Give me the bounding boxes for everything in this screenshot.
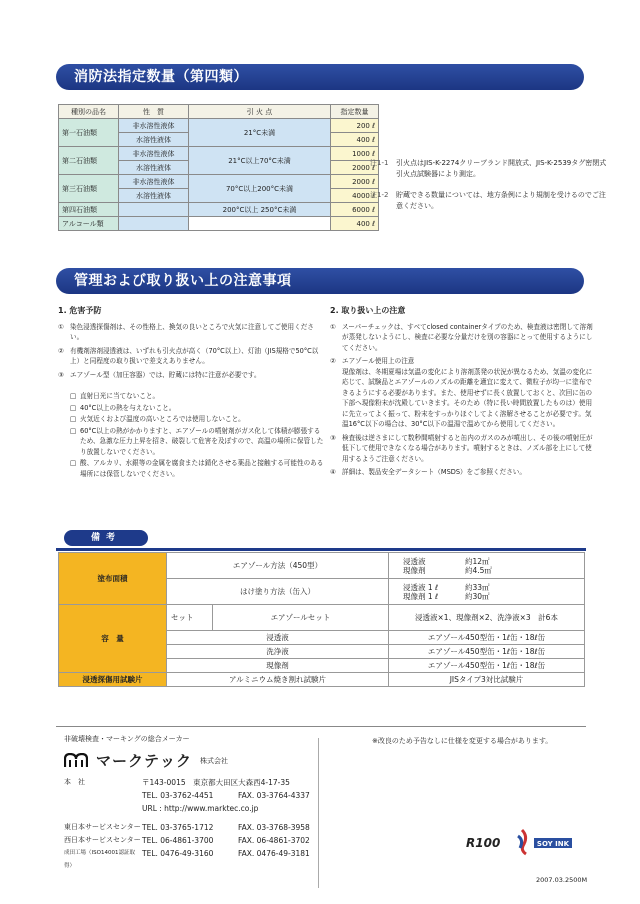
branch-fax: FAX. 03-3768-3958 (238, 823, 310, 832)
circle-2-icon: ② (58, 346, 64, 355)
test-piece-value: アルミニウム焼き割れ試験片 (167, 673, 389, 687)
company-logo (64, 750, 364, 771)
list-item-text: 火気近くおよび温度の高いところでは使用しないこと。 (80, 415, 245, 423)
note-mark: 注1-2 (370, 191, 389, 199)
table-cell-flash: 70°C以上200°C未満 (189, 175, 331, 203)
table-cell-type: 第一石油類 (59, 119, 119, 147)
circle-1-icon: ① (330, 322, 336, 331)
section-banner-handling: 管理および取り扱い上の注意事項 (56, 268, 584, 294)
table-cell-property: 非水溶性液体 (119, 175, 189, 189)
value-amount: 約33㎡ (465, 582, 490, 592)
paragraph (330, 322, 598, 354)
branch-tel: TEL. 03-3765-1712 (142, 823, 214, 832)
test-piece-value: JISタイプ3対比試験片 (389, 673, 585, 687)
paragraph (330, 467, 598, 478)
checkbox-square-icon: □ (70, 459, 77, 467)
header-quantity: 指定数量 (331, 105, 379, 119)
paragraph-text: エアゾール型（加圧容器）では、貯蔵には特に注意が必要です。 (70, 370, 261, 379)
hq-address: 〒143-0015 東京都大田区大森西4-17-35 (142, 778, 290, 787)
table-cell-flash: 200°C以上 250°C未満 (189, 203, 331, 217)
set-label: セット (167, 605, 213, 631)
list-item (58, 403, 326, 414)
table-cell-property-empty (119, 203, 189, 217)
table-cell-flash: 21°C以上70°C未満 (189, 147, 331, 175)
item-name: 浸透液 (167, 631, 389, 645)
handling-column (330, 306, 598, 481)
hazard-prevention-title: 1. 危害予防 (58, 306, 102, 315)
checkbox-square-icon: □ (70, 415, 77, 423)
soy-ink-text: SOY INK (536, 840, 570, 848)
paragraph (330, 356, 598, 430)
table-cell-qty: 2000 ℓ (331, 175, 379, 189)
note-item (370, 190, 610, 212)
table-cell-property-empty (119, 217, 189, 231)
circle-2-icon: ② (330, 357, 336, 365)
paragraph-text: 有機剤溶剤浸透液は、いずれも引火点が高く（70°C以上）、灯油（JIS規格で50°C以上）と同程度の取り扱いで差支えありません。 (70, 346, 319, 365)
value-label: 浸透液 1 ℓ (403, 582, 439, 592)
test-piece-label: 浸透探傷用試験片 (59, 673, 167, 687)
table-cell-flash: 21°C未満 (189, 119, 331, 147)
branch-tel: TEL. 0476-49-3160 (142, 849, 214, 858)
spec-change-disclaimer: ※改良のため予告なしに仕様を変更する場合があります。 (372, 737, 553, 745)
set-name: エアゾールセット (213, 605, 389, 631)
paragraph (330, 433, 598, 465)
hazard-prevention-column (58, 306, 326, 480)
company-caption: 非破壊検査・マーキングの総合メーカー (64, 735, 190, 743)
list-item-text: 60°C以上の熱がかかりますと、エアゾールの噴射剤がガス化して体積が膨張するため、急激な圧力上昇を招き、破裂して危害を及ぼすので、高温の場所に保管したり放置しないでください。 (80, 426, 324, 456)
circle-3-icon: ③ (330, 433, 336, 442)
item-value: エアゾール450型缶・1ℓ缶・18ℓ缶 (389, 631, 585, 645)
header-flash-point: 引 火 点 (189, 105, 331, 119)
soy-ink-logo-icon (514, 826, 574, 858)
vertical-divider (318, 738, 319, 888)
table-cell-qty: 1000 ℓ (331, 147, 379, 161)
paragraph (58, 346, 326, 367)
table-cell-qty: 6000 ℓ (331, 203, 379, 217)
circle-4-icon: ④ (330, 468, 336, 476)
company-logo-icon (64, 753, 88, 768)
value-label: 現像剤 1 ℓ (403, 591, 439, 601)
table-cell-property: 水溶性液体 (119, 133, 189, 147)
coverage-label: 塗布面積 (59, 553, 167, 605)
paragraph-text: 検査後は逆さまにして数秒間噴射すると缶内のガスのみが噴出し、その後の噴射圧が低下して使用できなくなる場合があります。噴射するときは、ノズル部を上にして使用するようご注意ください。 (342, 433, 593, 463)
item-name: 洗浄液 (167, 645, 389, 659)
item-name: 現像剤 (167, 659, 389, 673)
table-cell-qty: 400 ℓ (331, 217, 379, 231)
handling-title: 2. 取り扱い上の注意 (330, 306, 406, 315)
item-value: エアゾール450型缶・1ℓ缶・18ℓ缶 (389, 659, 585, 673)
header-type: 種別の品名 (59, 105, 119, 119)
fire-law-notes (370, 158, 610, 222)
table-cell-property: 非水溶性液体 (119, 119, 189, 133)
list-item (58, 426, 326, 458)
hq-fax: FAX. 03-3764-4337 (238, 791, 310, 800)
branch-name: 西日本サービスセンター (64, 836, 141, 844)
section-banner-fire-law: 消防法指定数量（第四類） (56, 64, 584, 90)
list-item (58, 458, 326, 479)
table-cell-type: 第二石油類 (59, 147, 119, 175)
divider (56, 548, 586, 551)
branch-fax: FAX. 0476-49-3181 (238, 849, 310, 858)
item-value: エアゾール450型缶・1ℓ缶・18ℓ缶 (389, 645, 585, 659)
list-item-text: 酸、アルカリ、水銀等の金属を腐食または錆化させる薬品と接触する可能性のある場所には保管しないでください。 (80, 459, 324, 478)
company-suffix: 株式会社 (200, 756, 229, 765)
specs-table (58, 552, 585, 687)
list-item-text: 直射日光に当てないこと。 (80, 392, 160, 400)
table-cell-property: 非水溶性液体 (119, 147, 189, 161)
r100-recycle-mark: R100 (466, 836, 501, 850)
brush-values (389, 579, 585, 605)
table-cell-qty: 400 ℓ (331, 133, 379, 147)
remarks-label: 備考 (64, 530, 148, 546)
circle-3-icon: ③ (58, 370, 64, 379)
aerosol-values (389, 553, 585, 579)
value-amount: 約30㎡ (465, 591, 490, 601)
note-mark: 注1-1 (370, 159, 389, 167)
checkbox-square-icon: □ (70, 392, 77, 400)
header-property: 性 質 (119, 105, 189, 119)
table-cell-type: アルコール類 (59, 217, 119, 231)
value-label: 浸透液 (403, 556, 426, 566)
print-date: 2007.03.2500M (536, 876, 588, 884)
fire-law-table (58, 104, 379, 231)
paragraph-text: スーパーチェックは、すべてclosed containerタイプのため、検査液は密閉して溶剤が蒸発しないようにし、検査に必要な分量だけを別の容器にとって使用するようにしてください。 (342, 322, 593, 352)
brush-method: はけ塗り方法（缶入） (167, 579, 389, 605)
table-cell-qty: 2000 ℓ (331, 161, 379, 175)
hq-label: 本 社 (64, 778, 85, 786)
table-cell-property: 水溶性液体 (119, 161, 189, 175)
paragraph-heading: エアゾール使用上の注意 (342, 357, 415, 365)
table-cell-type: 第三石油類 (59, 175, 119, 203)
value-amount: 約12㎡ (465, 556, 490, 566)
paragraph-text: 染色浸透探傷剤は、その性格上、換気の良いところで火気に注意してご使用ください。 (70, 322, 314, 341)
divider (56, 726, 586, 727)
aerosol-method: エアゾール方法（450型） (167, 553, 389, 579)
hq-tel: TEL. 03-3762-4451 (142, 791, 214, 800)
table-cell-flash-empty (189, 217, 331, 231)
company-url[interactable]: URL : http://www.marktec.co.jp (142, 804, 259, 813)
paragraph-text: 現像剤は、冬期夏場は気温の変化により溶剤蒸発の状況が異なるため、気温の変化に応じて、試験品とエアゾールのノズルの距離を適宜に変えて、微粒子が均一に塗布できるようにする必要があります。また、使用せずに長く放置しておくと、次回に缶の下部へ現像粉末が沈殿していきます。そのため（特に長い時間放置したものは）使用に先立ってよく振って、粉末をすっかりほぐしてよく溶解させることが必要です。気温16°C以下の場合は、30°C以下の温湯で温めてから使用してください。 (342, 367, 593, 428)
checkbox-square-icon: □ (70, 426, 77, 435)
paragraph-text: 詳細は、製品安全データシート（MSDS）をご参照ください。 (342, 468, 526, 476)
table-cell-property: 水溶性液体 (119, 189, 189, 203)
note-text: 引火点はJIS-K-2274クリーブランド開放式、JIS-K-2539タグ密閉式引火点試験器により測定。 (396, 159, 607, 178)
table-cell-qty: 4000 ℓ (331, 189, 379, 203)
checkbox-square-icon: □ (70, 403, 77, 412)
company-footer (64, 734, 364, 873)
note-item (370, 158, 610, 180)
value-label: 現像剤 (403, 565, 426, 575)
capacity-label: 容 量 (59, 605, 167, 673)
branch-tel: TEL. 06-4861-3700 (142, 836, 214, 845)
branch-fax: FAX. 06-4861-3702 (238, 836, 310, 845)
paragraph (58, 322, 326, 343)
table-cell-qty: 200 ℓ (331, 119, 379, 133)
branch-name: 成田工場（ISO14001認証取得） (64, 850, 135, 869)
note-text: 貯蔵できる数量については、地方条例により規制を受けるのでご注意ください。 (396, 191, 606, 210)
list-item (58, 414, 326, 425)
company-name: マークテック (96, 752, 193, 770)
list-item-text: 40°C以上の熱を与えないこと。 (80, 403, 176, 412)
set-value: 浸透液×1、現像剤×2、洗浄液×3 計6本 (389, 605, 585, 631)
circle-1-icon: ① (58, 322, 64, 331)
paragraph (58, 370, 326, 381)
value-amount: 約4.5㎡ (465, 565, 492, 575)
branch-name: 東日本サービスセンター (64, 823, 141, 831)
list-item (58, 391, 326, 402)
table-cell-type: 第四石油類 (59, 203, 119, 217)
